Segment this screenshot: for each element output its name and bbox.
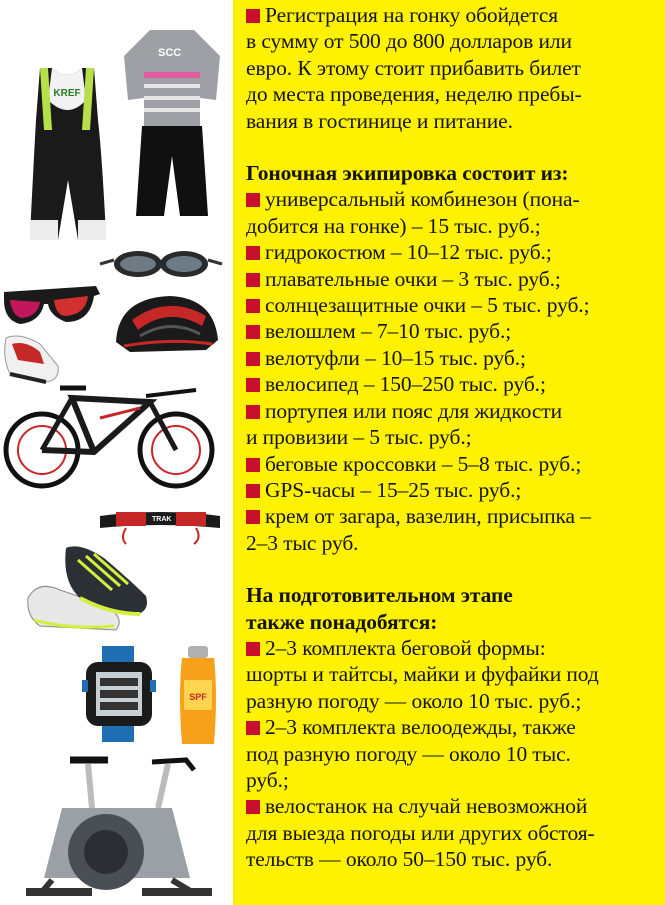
bullet-square-icon xyxy=(246,273,260,287)
prep-heading: также понадобятся: xyxy=(246,609,438,634)
prep-item-continuation: шорты и тайтсы, майки и фуфайки под xyxy=(246,662,599,687)
belt-logo: TRAK xyxy=(152,516,172,523)
prep-item-continuation: тельств — около 50–150 тыс. руб. xyxy=(246,847,553,872)
gear-heading: Гоночная экипировка состоит из: xyxy=(246,161,569,186)
sunscreen-label: SPF xyxy=(189,692,207,702)
gear-item: GPS-часы – 15–25 тыс. руб.; xyxy=(246,477,660,503)
gear-item: крем от загара, вазелин, присыпка – xyxy=(246,503,660,529)
intro-line: до места проведения, неделю пребы- xyxy=(246,82,582,107)
prep-item-continuation: руб.; xyxy=(246,767,289,792)
bullet-square-icon xyxy=(246,352,260,366)
prep-item: велостанок на случай невозможной xyxy=(246,793,660,819)
prep-item: 2–3 комплекта беговой формы: xyxy=(246,635,660,661)
gear-item: велотуфли – 10–15 тыс. руб.; xyxy=(246,345,660,371)
illustrations-column xyxy=(0,0,233,905)
intro-line: Регистрация на гонку обойдется xyxy=(246,2,660,28)
intro-line: вания в гостинице и питание. xyxy=(246,108,513,133)
gear-item: велосипед – 150–250 тыс. руб.; xyxy=(246,371,660,397)
gear-item: солнцезащитные очки – 5 тыс. руб.; xyxy=(246,292,660,318)
bullet-square-icon xyxy=(246,299,260,313)
bullet-square-icon xyxy=(246,9,260,23)
sunscreen-illustration xyxy=(176,644,220,748)
bullet-square-icon xyxy=(246,378,260,392)
gear-item: гидрокостюм – 10–12 тыс. руб.; xyxy=(246,239,660,265)
prep-heading: На подготовительном этапе xyxy=(246,583,513,608)
indoor-trainer-illustration xyxy=(22,752,218,902)
gear-item: беговые кроссовки – 5–8 тыс. руб.; xyxy=(246,451,660,477)
prep-item: 2–3 комплекта велоодежды, также xyxy=(246,714,660,740)
article-text xyxy=(246,2,660,873)
trisuit-illustration xyxy=(22,60,112,245)
sunglasses-illustration xyxy=(0,282,104,332)
bullet-square-icon xyxy=(246,642,260,656)
gear-item: универсальный комбинезон (пона- xyxy=(246,186,660,212)
trisuit-logo: KREF xyxy=(53,88,81,99)
gear-item-continuation: добится на гонке) – 15 тыс. руб.; xyxy=(246,213,541,238)
bullet-square-icon xyxy=(246,800,260,814)
gear-item: портупея или пояс для жидкости xyxy=(246,398,660,424)
bullet-square-icon xyxy=(246,405,260,419)
bullet-square-icon xyxy=(246,458,260,472)
bullet-square-icon xyxy=(246,484,260,498)
swim-goggles-illustration xyxy=(98,244,224,284)
gear-item-continuation: и провизии – 5 тыс. руб.; xyxy=(246,425,472,450)
jersey-illustration xyxy=(120,26,224,222)
bullet-square-icon xyxy=(246,246,260,260)
bullet-square-icon xyxy=(246,325,260,339)
bullet-square-icon xyxy=(246,721,260,735)
running-shoes-illustration xyxy=(20,540,154,636)
prep-item-continuation: разную погоду — около 10 тыс. руб.; xyxy=(246,688,582,713)
gear-item: плавательные очки – 3 тыс. руб.; xyxy=(246,266,660,292)
bullet-square-icon xyxy=(246,193,260,207)
prep-item-continuation: под разную погоду — около 10 тыс. xyxy=(246,741,571,766)
bullet-square-icon xyxy=(246,510,260,524)
jersey-logo: SCC xyxy=(158,47,182,59)
intro-line: евро. К этому стоит прибавить билет xyxy=(246,55,581,80)
bicycle-illustration xyxy=(0,378,220,498)
gear-item-continuation: 2–3 тыс руб. xyxy=(246,530,359,555)
gps-watch-illustration xyxy=(78,644,162,744)
gear-item: велошлем – 7–10 тыс. руб.; xyxy=(246,318,660,344)
intro-line: в сумму от 500 до 800 долларов или xyxy=(246,29,572,54)
helmet-illustration xyxy=(110,290,222,362)
prep-item-continuation: для выезда погоды или других обстоя- xyxy=(246,820,595,845)
